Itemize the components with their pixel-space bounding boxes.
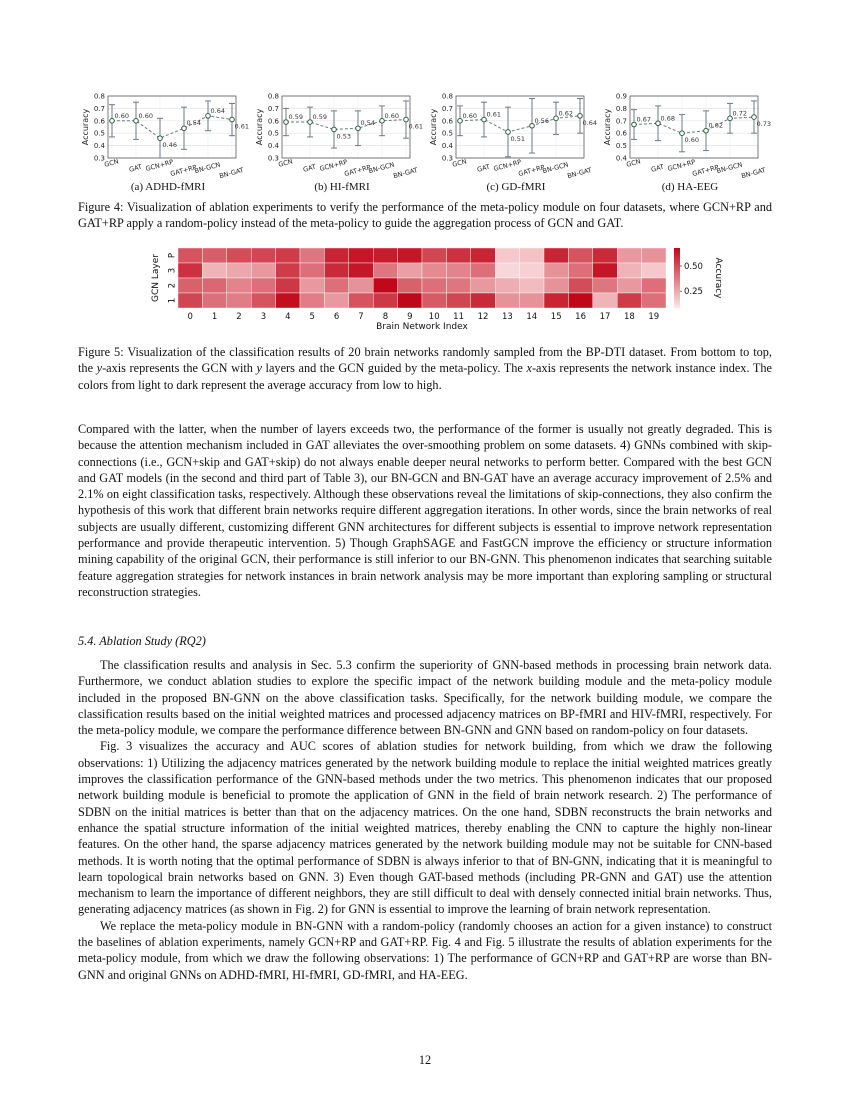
data-point: [158, 136, 163, 141]
x-tick-label: GAT+RP: [169, 163, 198, 179]
y-tick-label: 0.5: [267, 129, 279, 138]
x-tick-label: GCN+RP: [318, 157, 349, 173]
plot-adhd: [78, 92, 248, 182]
heatmap-cell: [251, 293, 275, 308]
heatmap-cell: [276, 278, 300, 293]
plot-ha: [600, 92, 770, 182]
data-label: 0.67: [636, 115, 651, 124]
heatmap-cell: [446, 293, 470, 308]
x-tick-label: 4: [285, 312, 291, 322]
heatmap-cell: [520, 248, 544, 263]
heatmap-cell: [495, 278, 519, 293]
heatmap-cell: [544, 293, 568, 308]
figure-4-caption: Figure 4: Visualization of ablation experiments to verify the performance of the meta-policy module on four datasets, where GCN+RP and GAT+RP apply a random-policy instead of the meta-policy to guide the aggregation process of GCN and GAT.: [78, 200, 772, 231]
x-tick-label: 16: [575, 312, 587, 322]
heatmap-cell: [178, 263, 202, 278]
subcaption-d: (d) HA-EEG: [661, 181, 719, 193]
y-tick-label: 0.5: [93, 129, 105, 138]
heatmap-cell: [202, 263, 226, 278]
x-tick-label: 8: [382, 312, 389, 322]
heatmap-cell: [471, 248, 495, 263]
heatmap-cell: [251, 248, 275, 263]
heatmap-cell: [251, 278, 275, 293]
x-tick-label: 1: [211, 312, 218, 322]
colorbar-label: Accuracy: [713, 257, 723, 299]
heatmap-cell: [324, 293, 348, 308]
heatmap-cell: [300, 248, 324, 263]
x-tick-label: 12: [477, 312, 489, 322]
y-axis-label: Accuracy: [81, 108, 90, 146]
y-tick-label: 0.6: [615, 129, 627, 138]
x-tick-label: GAT+RP: [517, 163, 546, 179]
y-axis-label: Accuracy: [603, 108, 612, 146]
x-tick-label: 19: [648, 312, 660, 322]
plot-hi: [252, 92, 422, 182]
heatmap-cell: [617, 293, 641, 308]
heatmap-cell: [300, 278, 324, 293]
heatmap-cell: [422, 263, 446, 278]
data-point: [752, 115, 757, 120]
fig5-caption-part3: layers and the GCN guided by the meta-policy. The: [261, 361, 527, 376]
heatmap-cell: [544, 278, 568, 293]
heatmap-cell: [642, 293, 666, 308]
y-tick-label: 0.3: [267, 154, 279, 163]
x-tick-label: 13: [501, 312, 513, 322]
subcaption-b: (b) HI-fMRI: [314, 181, 370, 193]
heatmap-cell: [398, 293, 422, 308]
heatmap-cell: [520, 278, 544, 293]
y-tick-label: 0.4: [441, 142, 453, 151]
x-tick-label: GCN+RP: [144, 157, 175, 173]
y-tick-label: 0.6: [267, 117, 279, 126]
data-label: 0.64: [210, 106, 225, 115]
data-label: 0.73: [756, 120, 771, 129]
x-tick-label: 7: [358, 312, 364, 322]
x-tick-label: GAT+RP: [691, 163, 720, 179]
heatmap-cell: [349, 248, 373, 263]
heatmap-cell: [227, 263, 251, 278]
data-label: 0.62: [708, 121, 723, 130]
x-tick-label: 18: [623, 312, 635, 322]
y-tick-label: 0.7: [615, 117, 627, 126]
heatmap-cell: [471, 263, 495, 278]
heatmap-cell: [495, 248, 519, 263]
data-label: 0.54: [360, 119, 375, 128]
heatmap-cell: [324, 263, 348, 278]
heatmap-cell: [642, 248, 666, 263]
heatmap-cell: [276, 248, 300, 263]
data-label: 0.54: [186, 119, 201, 128]
data-label: 0.59: [288, 113, 303, 122]
heatmap-cell: [202, 248, 226, 263]
heatmap-cell: [568, 263, 592, 278]
x-tick-label: GCN+RP: [492, 157, 523, 173]
y-tick-label: 0.9: [615, 92, 627, 101]
data-label: 0.56: [534, 116, 549, 125]
x-tick-label: GAT: [302, 162, 317, 174]
x-tick-label: 5: [309, 312, 315, 322]
y-tick-label: 0.6: [93, 117, 105, 126]
plot-gd: [426, 92, 596, 182]
y-tick-label: 0.7: [267, 104, 279, 113]
x-tick-label: GCN: [103, 157, 120, 169]
y-tick-label: 0.8: [93, 92, 105, 101]
heatmap-cell: [593, 278, 617, 293]
heatmap-cell: [373, 248, 397, 263]
y-tick-label: 0.4: [615, 154, 627, 163]
fig5-caption-part4: -axis represents the network instance index. The colors from light to dark represent the average accuracy from low to high.: [78, 361, 772, 392]
heatmap-cell: [324, 278, 348, 293]
y-tick-label: 0.4: [267, 142, 279, 151]
y-tick-label: 0.5: [441, 129, 453, 138]
x-tick-label: 10: [428, 312, 440, 322]
data-label: 0.61: [234, 122, 249, 131]
heatmap-cell: [471, 293, 495, 308]
data-label: 0.62: [558, 109, 573, 118]
series-line: [112, 116, 232, 138]
heatmap-cell: [568, 278, 592, 293]
plot-frame: [456, 96, 584, 158]
heatmap-cell: [349, 263, 373, 278]
heatmap-cell: [495, 263, 519, 278]
heatmap-cell: [471, 278, 495, 293]
heatmap-cell: [349, 278, 373, 293]
x-tick-label: BN-GCN: [193, 160, 222, 176]
data-label: 0.60: [684, 136, 699, 145]
heatmap-cell: [251, 263, 275, 278]
heatmap-cell: [398, 248, 422, 263]
heatmap-cell: [373, 293, 397, 308]
heatmap-cell: [349, 293, 373, 308]
data-point: [404, 117, 409, 122]
y-axis-label: Accuracy: [255, 108, 264, 146]
data-label: 0.60: [114, 111, 129, 120]
x-tick-label: BN-GAT: [392, 165, 419, 181]
fig5-caption-part1: Figure 5: Visualization of the classification results of 20 brain networks randomly sampled from the BP-DTI dataset. From bottom to top, the: [78, 345, 772, 376]
fig5-caption-part2: -axis represents the GCN with: [102, 361, 257, 376]
data-label: 0.60: [384, 111, 399, 120]
series-line: [634, 117, 754, 133]
heatmap-cell: [593, 293, 617, 308]
heatmap-cell: [617, 248, 641, 263]
subcaption-a: (a) ADHD-fMRI: [130, 181, 206, 193]
x-tick-label: 11: [453, 312, 465, 322]
data-point: [578, 114, 583, 119]
heatmap-cell: [617, 263, 641, 278]
x-tick-label: 0: [187, 312, 193, 322]
heatmap-cell: [178, 278, 202, 293]
x-tick-label: GCN: [625, 157, 642, 169]
heatmap-cell: [544, 248, 568, 263]
heatmap-cell: [300, 293, 324, 308]
fig5-y-var2: y: [256, 361, 262, 376]
colorbar-tick-label: 0.50: [684, 262, 703, 272]
section-heading: 5.4. Ablation Study (RQ2): [78, 634, 206, 648]
y-tick-label: 2: [167, 282, 178, 289]
heatmap-cell: [593, 263, 617, 278]
heatmap-cell: [373, 278, 397, 293]
data-label: 0.61: [408, 122, 423, 131]
x-tick-label: 17: [599, 312, 611, 322]
y-tick-label: 0.8: [615, 104, 627, 113]
x-tick-label: GCN: [451, 157, 468, 169]
y-tick-label: 0.3: [441, 154, 453, 163]
x-tick-label: BN-GAT: [566, 165, 593, 181]
x-tick-label: BN-GCN: [541, 160, 570, 176]
data-point: [230, 117, 235, 122]
heatmap-cell: [324, 248, 348, 263]
heatmap-cell: [446, 248, 470, 263]
paragraph-4: We replace the meta-policy module in BN-GNN with a random-policy (randomly chooses an action for a given instance) to construct the baselines of ablation experiments, namely GCN+RP and GAT+RP. Fig. 4 and Fig. 5 illustrate the results of ablation experiments for the meta-policy module, from which we draw the following observations: 1) The performance of GCN+RP and GAT+RP are worse than BN-GNN and original GNNs on ADHD-fMRI, HI-fMRI, GD-fMRI, and HA-EEG.: [78, 918, 772, 982]
data-point: [680, 131, 685, 136]
heatmap-cell: [593, 248, 617, 263]
heatmap-cell: [495, 293, 519, 308]
x-tick-label: 3: [260, 312, 267, 322]
heatmap-cell: [276, 293, 300, 308]
heatmap-cell: [276, 263, 300, 278]
data-point: [506, 130, 511, 135]
paragraph-group: [78, 657, 772, 983]
series-line: [460, 116, 580, 132]
y-axis-label: GCN Layer: [151, 254, 161, 302]
paragraph-3: Fig. 3 visualizes the accuracy and AUC scores of ablation studies for network building, from which we draw the following observations: 1) Utilizing the adjacency matrices generated by the network building module to replace the initial weighted matrices greatly improves the classification performance of the GNN-based methods under the two metrics. This phenomenon indicates that our proposed network building module is beneficial to promote the application of GNN in the field of brain network research. 2) The performance of SDBN on the initial matrices is better than that on the adjacency matrices. On the one hand, SDBN reconstructs the brain networks and enhance the spatial structure information of the initial weighted matrices, thereby enabling the CNN to capture the highly non-linear features. On the other hand, the sparse adjacency matrices generated by the network building module may not be suitable for CNN-based methods. It is worth noting that the optimal performance of SDBN is always inferior to that of BN-GNN, indicating that it is meaningful to learn topological brain networks based on GNN. 3) Even though GAT-based methods (including PR-GNN and GAT) use the attention mechanism to learn the importance of different neighbors, they are still difficult to deal with densely connected initial brain networks. Thus, generating adjacency matrices (as shown in Fig. 2) for GNN is essential to improve the learning of brain network representation.: [78, 739, 772, 917]
y-tick-label: 0.7: [441, 104, 453, 113]
data-label: 0.46: [162, 141, 177, 150]
heatmap-cell: [398, 278, 422, 293]
heatmap-cell: [544, 263, 568, 278]
x-tick-label: GCN: [277, 157, 294, 169]
y-tick-label: 0.5: [615, 142, 627, 151]
subcaption-c: (c) GD-fMRI: [486, 181, 546, 193]
x-tick-label: 2: [236, 312, 242, 322]
heatmap-cell: [398, 263, 422, 278]
page-number: 12: [418, 1053, 432, 1067]
colorbar-tick-label: 0.25: [684, 287, 703, 298]
heatmap-cell: [178, 248, 202, 263]
plot-frame: [282, 96, 410, 158]
x-tick-label: 15: [550, 312, 562, 322]
heatmap-cell: [422, 278, 446, 293]
data-label: 0.72: [732, 109, 747, 118]
figure-5-caption: [78, 344, 772, 393]
data-point: [332, 127, 337, 132]
y-tick-label: 1: [167, 297, 178, 304]
paragraph-1: [78, 421, 772, 600]
fig5-y-var: y: [96, 361, 103, 376]
heatmap-cell: [617, 278, 641, 293]
x-tick-label: BN-GCN: [715, 160, 744, 176]
y-tick-label: 0.3: [93, 154, 105, 163]
x-tick-label: BN-GAT: [218, 165, 245, 181]
y-tick-label: 0.7: [93, 104, 105, 113]
heatmap-figure: [130, 244, 723, 336]
y-tick-label: P: [167, 252, 178, 259]
heatmap-cell: [227, 248, 251, 263]
y-axis-label: Accuracy: [429, 108, 438, 146]
heatmap-cell: [642, 263, 666, 278]
heatmap-cell: [520, 263, 544, 278]
x-tick-label: 6: [333, 312, 340, 322]
data-label: 0.60: [462, 111, 477, 120]
colorbar: [674, 248, 680, 308]
data-label: 0.60: [138, 111, 153, 120]
x-tick-label: GCN+RP: [666, 157, 697, 173]
y-tick-label: 3: [167, 267, 178, 274]
data-label: 0.51: [510, 134, 525, 143]
x-tick-label: GAT: [650, 162, 665, 174]
x-tick-label: 9: [407, 312, 413, 322]
heatmap-cell: [227, 293, 251, 308]
x-tick-label: GAT+RP: [343, 163, 372, 179]
data-label: 0.64: [582, 118, 597, 127]
data-label: 0.59: [312, 113, 327, 122]
heatmap-cell: [300, 263, 324, 278]
heatmap-cell: [642, 278, 666, 293]
heatmap-cell: [422, 293, 446, 308]
y-tick-label: 0.4: [93, 142, 105, 151]
heatmap-cell: [446, 278, 470, 293]
heatmap-cell: [568, 293, 592, 308]
heatmap-cell: [446, 263, 470, 278]
paragraph-1-text: Compared with the latter, when the number of layers exceeds two, the performance of the former is usually not greatly degraded. This is because the attention mechanism included in GAT alleviates the over-smoothing problem on some datasets. 4) GNNs combined with skip-connections (i.e., GCN+skip and GAT+skip) do not always enable deeper neural networks to perform better. Compared with the best GCN and GAT models (in the second and third part of Table 3), our BN-GCN and BN-GAT have an average accuracy improvement of 2.5% and 2.1% on eight classification tasks, respectively. Although these observations reveal the limitations of skip-connections, they also confirm the hypothesis of this work that different brain networks require different aggregation iterations. In other words, since the brain networks of real subjects are usually different, customizing different GNN architectures for different subjects is essential to improve network representation performance and provide therapeutic intervention. 5) Though GraphSAGE and FastGCN improve the efficiency or structure information mining capability of the original GCN, their performance is still inferior to our BN-GNN. This phenomenon indicates that searching suitable feature aggregation strategies for network instances in brain network analysis may be more important than exploring sampling or structural reconstruction strategies.: [78, 422, 772, 599]
heatmap-cell: [202, 278, 226, 293]
heatmap-cell: [568, 248, 592, 263]
plot-frame: [630, 96, 758, 158]
y-tick-label: 0.8: [441, 92, 453, 101]
y-tick-label: 0.6: [441, 117, 453, 126]
heatmap-cell: [227, 278, 251, 293]
fig5-x-var: x: [526, 361, 532, 376]
y-tick-label: 0.8: [267, 92, 279, 101]
x-tick-label: BN-GCN: [367, 160, 396, 176]
x-tick-label: GAT: [128, 162, 143, 174]
x-tick-label: BN-GAT: [740, 165, 767, 181]
x-axis-label: Brain Network Index: [376, 322, 468, 332]
heatmap-cell: [422, 248, 446, 263]
heatmap-cell: [178, 293, 202, 308]
heatmap-cell: [373, 263, 397, 278]
heatmap-cell: [202, 293, 226, 308]
heatmap-cell: [520, 293, 544, 308]
data-label: 0.53: [336, 132, 351, 141]
x-tick-label: 14: [526, 312, 538, 322]
data-label: 0.68: [660, 114, 675, 123]
x-tick-label: GAT: [476, 162, 491, 174]
paragraph-2: The classification results and analysis in Sec. 5.3 confirm the superiority of GNN-based methods in processing brain network data. Furthermore, we conduct ablation studies to explore the specific impact of the network building module and the meta-policy module included in the proposed BN-GNN on the above classification tasks. Specifically, for the network building module, we compare the classification results based on the initial weighted matrices and processed adjacency matrices on BP-fMRI and HIV-fMRI, respectively. For the meta-policy module, we compare the performance difference between BN-GNN and GNN based on random-policy on four datasets.: [78, 658, 772, 738]
data-label: 0.61: [486, 110, 501, 119]
